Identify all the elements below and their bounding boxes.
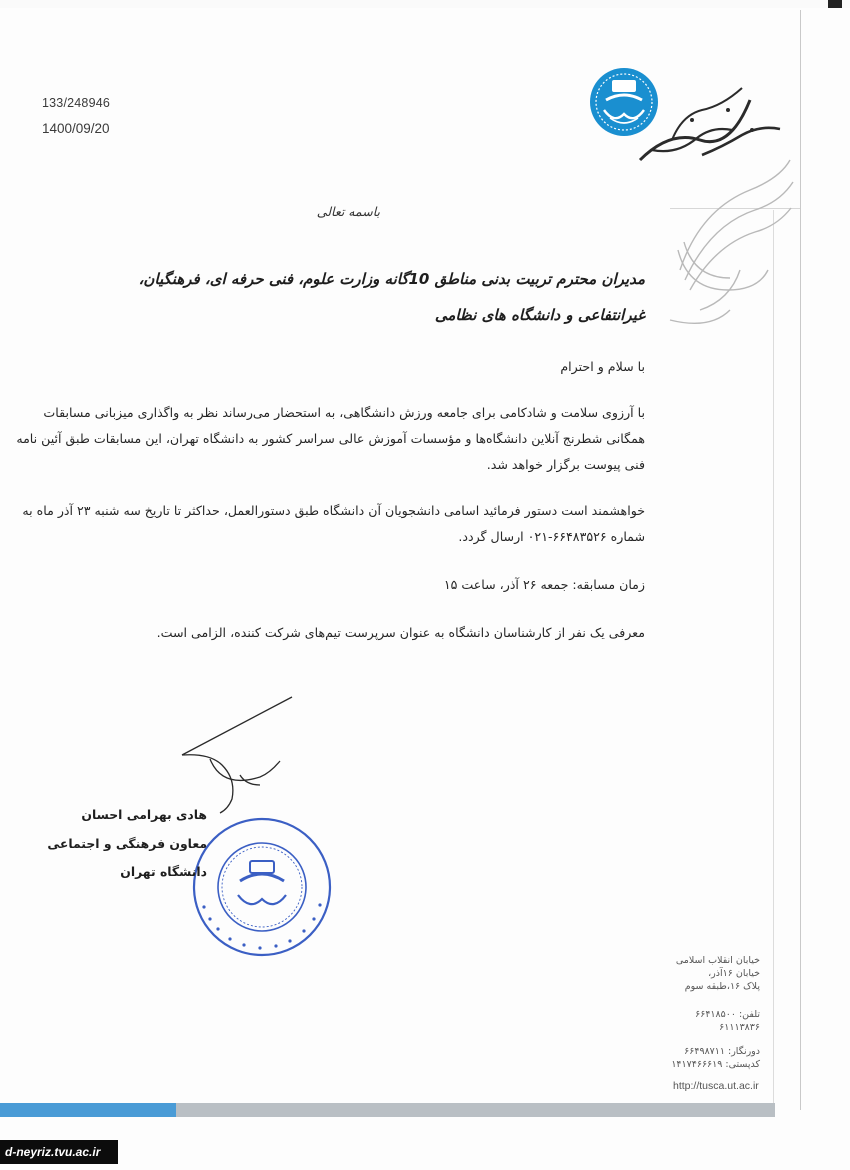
footer-address <box>560 954 760 993</box>
addressee <box>85 266 645 328</box>
scan-corner-mark <box>828 0 842 8</box>
official-stamp <box>190 815 335 960</box>
postal-code-line: کدپستی: ۱۴۱۷۴۶۶۶۱۹ <box>671 1059 760 1070</box>
address-line-3: پلاک ۱۶،طبقه سوم <box>684 981 760 992</box>
address-line-2: خیابان ۱۶آذر، <box>708 968 760 979</box>
greeting: با سلام و احترام <box>560 359 645 374</box>
addressee-line-1: مدیران محترم تربیت بدنی مناطق 10گانه وزارت علوم، فنی حرفه ای، فرهنگیان، <box>138 270 645 288</box>
signer-title: معاون فرهنگی و اجتماعی <box>47 836 207 851</box>
footer-website-link[interactable]: http://tusca.ut.ac.ir <box>673 1080 759 1092</box>
fax-line: دورنگار: ۶۶۴۹۸۷۱۱ <box>684 1046 760 1057</box>
body-paragraph-4: معرفی یک نفر از کارشناسان دانشگاه به عنوان سرپرست تیم‌های شرکت کننده، الزامی است. <box>156 625 645 640</box>
footer-bar-accent <box>0 1103 176 1117</box>
letter-date: 1400/09/20 <box>42 121 110 136</box>
footer-phones <box>560 1008 760 1034</box>
body-paragraph-1: با آرزوی سلامت و شادکامی برای جامعه ورزش دانشگاهی، به استحضار می‌رساند نظر به واگذاری میزبانی مسابقات همگانی شطرنج آنلاین دانشگاه‌ها و مؤسسات آموزش عالی سراسر کشور به دانشگاه تهران، این مسابقات طبق آئین نامه فنی پیوست برگزار خواهد شد. <box>16 405 645 472</box>
addressee-line-2: غیرانتفاعی و دانشگاه های نظامی <box>434 306 645 324</box>
signer-organization: دانشگاه تهران <box>120 864 207 879</box>
body-paragraph-2: خواهشمند است دستور فرمائید اسامی دانشجویان آن دانشگاه طبق دستورالعمل، حداکثر تا تاریخ سه شنبه ۲۳ آذر ماه به شماره ۶۶۴۸۳۵۲۶-۰۲۱ ارسال گردد. <box>22 503 645 544</box>
basmala: باسمه تعالی <box>316 204 380 219</box>
signer-name: هادی بهرامی احسان <box>81 807 207 822</box>
footer-bar <box>0 1103 775 1117</box>
body-paragraph-3: زمان مسابقه: جمعه ۲۶ آذر، ساعت ۱۵ <box>443 577 645 592</box>
site-watermark: d-neyriz.tvu.ac.ir <box>0 1140 118 1164</box>
scan-top-strip <box>0 0 850 8</box>
frame-line-outer <box>800 10 801 1110</box>
footer-fax-postal <box>560 1045 760 1071</box>
phone-line-2: ۶۱۱۱۳۸۳۶ <box>719 1022 760 1033</box>
phone-line-1: تلفن: ۶۶۴۱۸۵۰۰ <box>695 1009 760 1020</box>
frame-line-inner <box>773 210 774 1110</box>
decorative-ornament <box>660 150 800 330</box>
letter-number: 133/248946 <box>42 96 111 110</box>
handwritten-signature <box>180 695 310 815</box>
address-line-1: خیابان انقلاب اسلامی <box>675 955 760 966</box>
